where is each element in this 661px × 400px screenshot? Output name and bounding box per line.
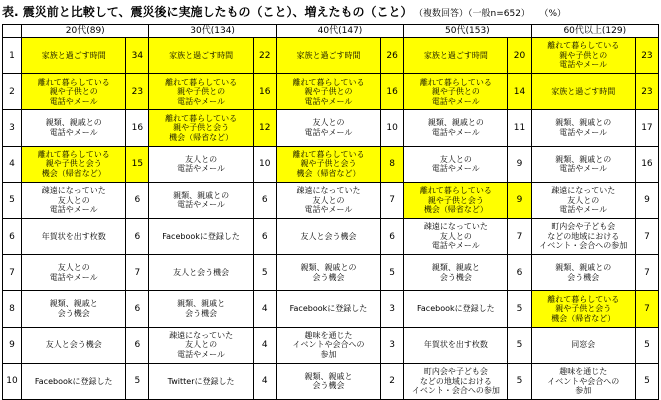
column-header: 50代(153): [404, 25, 531, 38]
item-label: 離れて暮らしている 親や子供との 電話やメール: [149, 74, 253, 110]
item-value: 7: [635, 291, 658, 327]
ranking-table: [2, 24, 659, 400]
item-label: 同窓会: [531, 327, 635, 363]
item-value: 5: [508, 291, 531, 327]
item-label: 親類、親戚との 電話やメール: [531, 146, 635, 182]
table-row: [3, 182, 659, 218]
item-label: 離れて暮らしている 親や子供との 電話やメール: [531, 38, 635, 74]
item-value: 16: [253, 74, 276, 110]
item-value: 5: [635, 363, 658, 399]
item-label: 離れて暮らしている 親や子供との 電話やメール: [404, 74, 508, 110]
item-value: 15: [126, 146, 149, 182]
rank-number: 7: [3, 255, 22, 291]
item-value: 23: [635, 74, 658, 110]
item-value: 10: [253, 146, 276, 182]
item-value: 3: [381, 327, 404, 363]
item-value: 2: [381, 363, 404, 399]
item-label: 親類、親戚と 会う機会: [404, 255, 508, 291]
item-value: 12: [253, 110, 276, 146]
page-title: 表. 震災前と比較して、震災後に実施したもの（こと）、増えたもの（こと）: [2, 5, 413, 19]
column-header: 60代以上(129): [531, 25, 658, 38]
item-label: 離れて暮らしている 親や子供との 電話やメール: [22, 74, 126, 110]
item-label: 親類、親戚との 電話やメール: [149, 182, 253, 218]
item-value: 6: [253, 182, 276, 218]
item-value: 6: [508, 255, 531, 291]
item-label: 友人との 電話やメール: [404, 146, 508, 182]
item-value: 7: [635, 218, 658, 254]
rank-number: 5: [3, 182, 22, 218]
item-label: 親類、親戚との 会う機会: [531, 255, 635, 291]
table-row: [3, 38, 659, 74]
item-label: 家族と過ごす時間: [149, 38, 253, 74]
sample-note: （複数回答）（一般n=652）: [418, 9, 530, 19]
item-value: 9: [635, 182, 658, 218]
item-value: 7: [126, 255, 149, 291]
item-label: 疎遠になっていた 友人との 電話やメール: [276, 182, 380, 218]
item-value: 10: [381, 110, 404, 146]
item-label: 町内会や子ども会 などの地域における イベント・会合への参加: [404, 363, 508, 399]
item-label: 趣味を通じた イベントや会合への 参加: [276, 327, 380, 363]
item-label: 親類、親戚と 会う機会: [22, 291, 126, 327]
item-value: 26: [381, 38, 404, 74]
item-label: 疎遠になっていた 友人との 電話やメール: [404, 218, 508, 254]
item-label: 離れて暮らしている 親や子供と会う 機会（帰省など）: [22, 146, 126, 182]
item-value: 16: [126, 110, 149, 146]
item-value: 5: [253, 255, 276, 291]
item-label: 親類、親戚と 会う機会: [276, 363, 380, 399]
item-label: Facebookに登録した: [276, 291, 380, 327]
rank-number: 2: [3, 74, 22, 110]
item-value: 23: [635, 38, 658, 74]
item-label: 親類、親戚との 電話やメール: [531, 110, 635, 146]
table-body: [3, 38, 659, 400]
item-value: 7: [508, 218, 531, 254]
item-value: 23: [126, 74, 149, 110]
item-label: 離れて暮らしている 親や子供と会う 機会（帰省など）: [276, 146, 380, 182]
item-label: 友人との 電話やメール: [22, 255, 126, 291]
item-label: 友人と会う機会: [276, 218, 380, 254]
item-label: 年賀状を出す枚数: [404, 327, 508, 363]
item-value: 6: [253, 218, 276, 254]
column-header: 20代(89): [22, 25, 149, 38]
item-value: 3: [381, 291, 404, 327]
item-label: 家族と過ごす時間: [404, 38, 508, 74]
item-label: 離れて暮らしている 親や子供と会う 機会（帰省など）: [531, 291, 635, 327]
item-label: Facebookに登録した: [404, 291, 508, 327]
item-value: 5: [126, 363, 149, 399]
item-value: 4: [253, 291, 276, 327]
table-row: [3, 146, 659, 182]
item-label: 親類、親戚との 電話やメール: [22, 110, 126, 146]
item-label: 疎遠になっていた 友人との 電話やメール: [22, 182, 126, 218]
item-label: 親類、親戚との 会う機会: [276, 255, 380, 291]
item-label: 友人と会う機会: [22, 327, 126, 363]
item-label: 年賀状を出す枚数: [22, 218, 126, 254]
item-value: 9: [508, 182, 531, 218]
item-value: 5: [508, 363, 531, 399]
item-value: 7: [381, 182, 404, 218]
item-value: 4: [253, 327, 276, 363]
rank-number: 3: [3, 110, 22, 146]
item-label: 離れて暮らしている 親や子供と会う 機会（帰省など）: [404, 182, 508, 218]
item-label: 疎遠になっていた 友人との 電話やメール: [531, 182, 635, 218]
item-label: 家族と過ごす時間: [276, 38, 380, 74]
item-value: 20: [508, 38, 531, 74]
item-label: 友人との 電話やメール: [149, 146, 253, 182]
item-value: 5: [635, 327, 658, 363]
item-label: 親類、親戚との 電話やメール: [404, 110, 508, 146]
rank-number: 6: [3, 218, 22, 254]
item-value: 6: [126, 291, 149, 327]
item-label: 離れて暮らしている 親や子供との 電話やメール: [276, 74, 380, 110]
rank-number: 10: [3, 363, 22, 399]
item-label: Twitterに登録した: [149, 363, 253, 399]
item-value: 34: [126, 38, 149, 74]
item-label: 親類、親戚と 会う機会: [149, 291, 253, 327]
item-value: 16: [381, 74, 404, 110]
item-value: 4: [253, 363, 276, 399]
item-value: 16: [635, 146, 658, 182]
table-row: [3, 218, 659, 254]
title-row: [2, 2, 659, 22]
item-value: 9: [508, 146, 531, 182]
item-label: 離れて暮らしている 親や子供と会う 機会（帰省など）: [149, 110, 253, 146]
table-header-row: [3, 25, 659, 38]
item-value: 6: [126, 327, 149, 363]
item-value: 7: [635, 255, 658, 291]
header-corner: [3, 25, 22, 38]
item-label: 家族と過ごす時間: [22, 38, 126, 74]
item-label: 趣味を通じた イベントや会合への 参加: [531, 363, 635, 399]
item-value: 8: [381, 146, 404, 182]
rank-number: 8: [3, 291, 22, 327]
item-value: 14: [508, 74, 531, 110]
rank-number: 4: [3, 146, 22, 182]
item-label: 疎遠になっていた 友人との 電話やメール: [149, 327, 253, 363]
table-row: [3, 255, 659, 291]
item-label: Facebookに登録した: [22, 363, 126, 399]
table-row: [3, 74, 659, 110]
column-header: 30代(134): [149, 25, 276, 38]
item-value: 17: [635, 110, 658, 146]
item-label: 家族と過ごす時間: [531, 74, 635, 110]
item-value: 6: [381, 218, 404, 254]
table-row: [3, 291, 659, 327]
item-value: 6: [126, 218, 149, 254]
item-label: 友人との 電話やメール: [276, 110, 380, 146]
item-value: 5: [381, 255, 404, 291]
item-label: 友人と会う機会: [149, 255, 253, 291]
item-value: 22: [253, 38, 276, 74]
table-row: [3, 110, 659, 146]
item-value: 11: [508, 110, 531, 146]
item-label: Facebookに登録した: [149, 218, 253, 254]
table-row: [3, 363, 659, 399]
item-value: 6: [126, 182, 149, 218]
item-label: 町内会や子ども会 などの地域における イベント・会合への参加: [531, 218, 635, 254]
table-row: [3, 327, 659, 363]
unit-label: （%）: [543, 9, 566, 19]
column-header: 40代(147): [276, 25, 403, 38]
rank-number: 1: [3, 38, 22, 74]
rank-number: 9: [3, 327, 22, 363]
item-value: 5: [508, 327, 531, 363]
